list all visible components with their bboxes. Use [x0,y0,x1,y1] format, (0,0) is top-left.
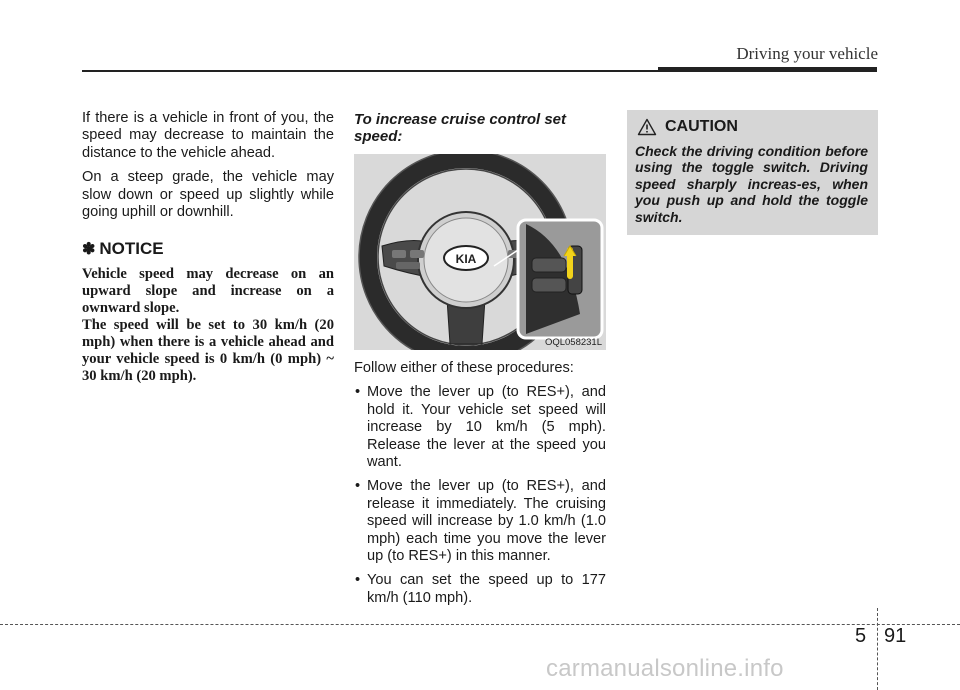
steering-wheel-figure [354,154,606,350]
paragraph-vehicle-ahead: If there is a vehicle in front of you, the speed may decrease to maintain the distance to the vehicle ahead. [82,110,334,161]
footer-vertical-divider [877,608,878,690]
figure-code: OQL058231L [544,337,602,348]
notice-title: NOTICE [99,239,164,259]
notice-heading [82,239,334,259]
bullet-icon: • [355,478,361,495]
page-number: 91 [884,625,907,647]
procedure-list [354,384,606,607]
section-title: Driving your vehicle [736,44,878,63]
caution-title: CAUTION [665,118,738,135]
list-item: • Move the lever up (to RES+), and hold it. Your vehicle set speed will increase by 10 km/h (5 mph). Release the lever at the speed you want. [355,384,606,471]
bullet-icon: • [355,384,361,401]
header-divider-accent [658,67,877,72]
notice-paragraph-set-speed: The speed will be set to 30 km/h (20 mph) when there is a vehicle ahead and your vehicle speed is 0 km/h (0 mph) ~ 30 km/h (20 mph). [82,317,334,385]
procedure-intro: Follow either of these procedures: [354,360,574,376]
caution-heading [635,118,868,136]
list-item: • Move the lever up (to RES+), and release it immediately. The cruising speed will increase by 1.0 km/h (1.0 mph) each time you move the lever up (to RES+) in this manner. [355,478,606,565]
bullet-icon: • [355,572,361,589]
notice-mark-icon: ✽ [82,241,96,259]
list-item: • You can set the speed up to 177 km/h (110 mph). [355,572,606,606]
notice-paragraph-slope: Vehicle speed may decrease on an upward slope and increase on a ownward slope. [82,266,334,317]
notice-block [82,239,334,385]
caution-box [627,110,878,235]
warning-triangle-icon [637,118,657,136]
subheading-increase-speed: To increase cruise control set speed: [354,111,567,145]
kia-logo-text: KIA [455,252,477,266]
steering-wheel-illustration [354,154,606,350]
paragraph-steep-grade: On a steep grade, the vehicle may slow down or speed up slightly while going uphill or downhill. [82,169,334,221]
chapter-number: 5 [855,625,867,647]
watermark: carmanualsonline.info [546,655,784,682]
footer-divider [0,624,960,625]
column-right [627,110,878,235]
column-left [82,110,334,385]
column-middle [354,110,606,614]
caution-text: Check the driving condition before using the toggle switch. Driving speed sharply increas-es, when you push up and hold the toggle switch. [635,143,868,225]
